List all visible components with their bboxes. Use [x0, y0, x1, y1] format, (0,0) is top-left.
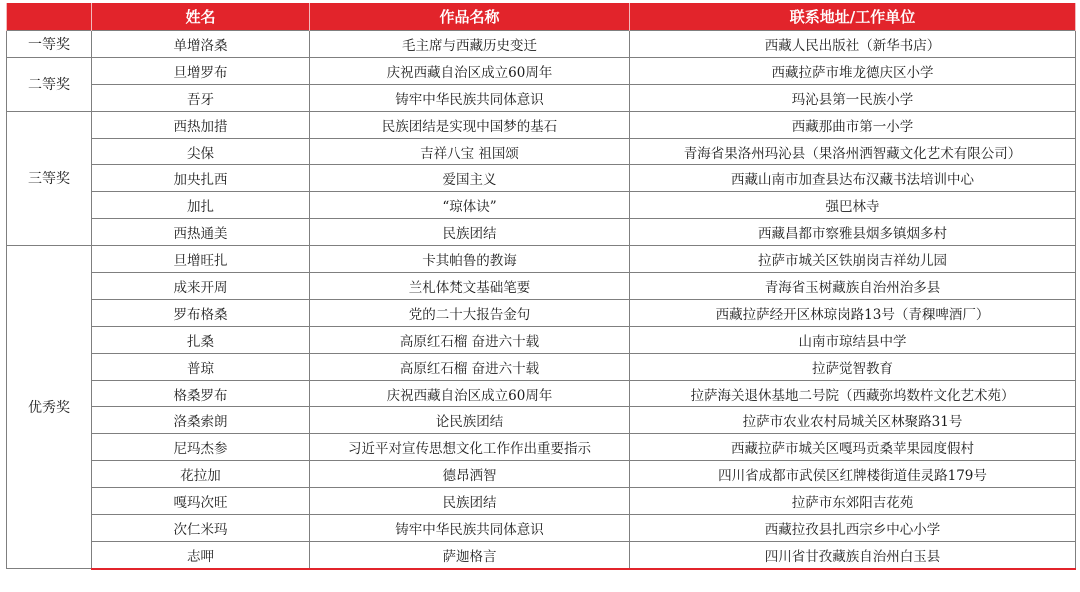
table-row	[7, 84, 1076, 111]
work-title-cell: “琼体诀”	[310, 192, 630, 219]
table-row	[7, 434, 1076, 461]
table-row	[7, 57, 1076, 84]
work-title-cell: 毛主席与西藏历史变迁	[310, 31, 630, 58]
table-row	[7, 246, 1076, 273]
name-cell: 西热加措	[92, 111, 310, 138]
table-row	[7, 326, 1076, 353]
work-title-cell: 党的二十大报告金句	[310, 299, 630, 326]
name-cell: 吾牙	[92, 84, 310, 111]
name-cell: 旦增罗布	[92, 57, 310, 84]
address-cell: 西藏拉萨市城关区嘎玛贡桑苹果园度假村	[630, 434, 1076, 461]
header-address: 联系地址/工作单位	[630, 3, 1076, 31]
work-title-cell: 民族团结	[310, 488, 630, 515]
name-cell: 格桑罗布	[92, 380, 310, 407]
table-body	[7, 31, 1076, 569]
table-row	[7, 219, 1076, 246]
header-work: 作品名称	[310, 3, 630, 31]
address-cell: 四川省甘孜藏族自治州白玉县	[630, 541, 1076, 568]
award-level-cell: 优秀奖	[7, 246, 92, 569]
address-cell: 四川省成都市武侯区红牌楼街道佳灵路179号	[630, 461, 1076, 488]
name-cell: 扎桑	[92, 326, 310, 353]
name-cell: 单增洛桑	[92, 31, 310, 58]
award-level-cell: 三等奖	[7, 111, 92, 245]
address-cell: 拉萨觉智教育	[630, 353, 1076, 380]
name-cell: 加央扎西	[92, 165, 310, 192]
name-cell: 罗布格桑	[92, 299, 310, 326]
address-cell: 西藏山南市加查县达布汉藏书法培训中心	[630, 165, 1076, 192]
table-row	[7, 488, 1076, 515]
work-title-cell: 爱国主义	[310, 165, 630, 192]
name-cell: 次仁米玛	[92, 515, 310, 542]
address-cell: 西藏拉萨市堆龙德庆区小学	[630, 57, 1076, 84]
header-row	[7, 3, 1076, 31]
table-row	[7, 299, 1076, 326]
work-title-cell: 铸牢中华民族共同体意识	[310, 515, 630, 542]
table-row	[7, 111, 1076, 138]
name-cell: 旦增旺扎	[92, 246, 310, 273]
award-level-cell: 一等奖	[7, 31, 92, 58]
work-title-cell: 铸牢中华民族共同体意识	[310, 84, 630, 111]
name-cell: 志呷	[92, 541, 310, 568]
address-cell: 西藏拉萨经开区林琼岗路13号（青稞啤酒厂）	[630, 299, 1076, 326]
header-level	[7, 3, 92, 31]
work-title-cell: 庆祝西藏自治区成立60周年	[310, 57, 630, 84]
work-title-cell: 德昂洒智	[310, 461, 630, 488]
awards-table	[6, 3, 1076, 570]
address-cell: 拉萨海关退休基地二号院（西藏弥坞数杵文化艺术苑）	[630, 380, 1076, 407]
work-title-cell: 高原红石榴 奋进六十载	[310, 326, 630, 353]
address-cell: 拉萨市城关区铁崩岗吉祥幼儿园	[630, 246, 1076, 273]
name-cell: 尖保	[92, 138, 310, 165]
address-cell: 西藏人民出版社（新华书店）	[630, 31, 1076, 58]
work-title-cell: 民族团结	[310, 219, 630, 246]
address-cell: 山南市琼结县中学	[630, 326, 1076, 353]
address-cell: 西藏拉孜县扎西宗乡中心小学	[630, 515, 1076, 542]
address-cell: 青海省玉树藏族自治州治多县	[630, 273, 1076, 300]
name-cell: 尼玛杰参	[92, 434, 310, 461]
address-cell: 西藏昌都市察雅县烟多镇烟多村	[630, 219, 1076, 246]
name-cell: 嘎玛次旺	[92, 488, 310, 515]
award-level-cell: 二等奖	[7, 57, 92, 111]
table-row	[7, 353, 1076, 380]
name-cell: 成来开周	[92, 273, 310, 300]
work-title-cell: 兰札体梵文基础笔要	[310, 273, 630, 300]
table-row	[7, 138, 1076, 165]
work-title-cell: 吉祥八宝 祖国颂	[310, 138, 630, 165]
work-title-cell: 习近平对宣传思想文化工作作出重要指示	[310, 434, 630, 461]
work-title-cell: 萨迦格言	[310, 541, 630, 568]
table-row	[7, 192, 1076, 219]
table-row	[7, 515, 1076, 542]
work-title-cell: 卡其帕鲁的教诲	[310, 246, 630, 273]
work-title-cell: 论民族团结	[310, 407, 630, 434]
table-row	[7, 407, 1076, 434]
name-cell: 花拉加	[92, 461, 310, 488]
name-cell: 洛桑索朗	[92, 407, 310, 434]
table-row	[7, 461, 1076, 488]
table-row	[7, 541, 1076, 568]
address-cell: 青海省果洛州玛沁县（果洛州洒智藏文化艺术有限公司）	[630, 138, 1076, 165]
table-row	[7, 165, 1076, 192]
address-cell: 拉萨市东郊阳吉花苑	[630, 488, 1076, 515]
work-title-cell: 高原红石榴 奋进六十载	[310, 353, 630, 380]
table-row	[7, 380, 1076, 407]
table-row	[7, 273, 1076, 300]
work-title-cell: 民族团结是实现中国梦的基石	[310, 111, 630, 138]
name-cell: 普琼	[92, 353, 310, 380]
address-cell: 强巴林寺	[630, 192, 1076, 219]
table-row	[7, 31, 1076, 58]
work-title-cell: 庆祝西藏自治区成立60周年	[310, 380, 630, 407]
name-cell: 加扎	[92, 192, 310, 219]
address-cell: 拉萨市农业农村局城关区林聚路31号	[630, 407, 1076, 434]
address-cell: 玛沁县第一民族小学	[630, 84, 1076, 111]
table-header	[7, 3, 1076, 31]
header-name: 姓名	[92, 3, 310, 31]
address-cell: 西藏那曲市第一小学	[630, 111, 1076, 138]
name-cell: 西热通美	[92, 219, 310, 246]
